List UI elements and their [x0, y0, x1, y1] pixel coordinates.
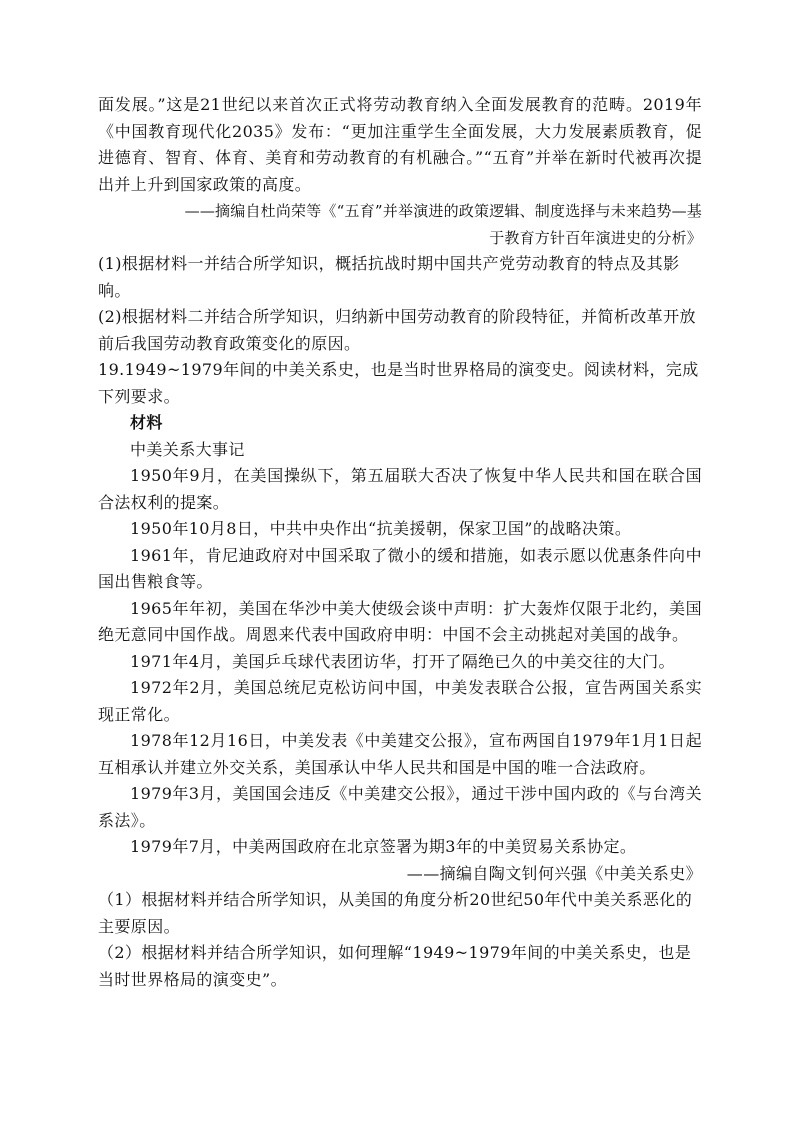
event-item: 1979年7月，中美两国政府在北京签署为期3年的中美贸易关系协定。 — [130, 837, 637, 856]
continued-paragraph: 面发展。”这是21世纪以来首次正式将劳动教育纳入全面发展教育的范畴。2019年《中国教育现代化2035》发布：“更加注重学生全面发展，大力发展素质教育，促进德育、智育、体育、美育和劳动教育的有机融合。”“五育”并举在新时代被再次提出并上升到国家政策的高度。 — [98, 95, 702, 194]
document-page — [98, 92, 702, 993]
question-18-part-1: (1)根据材料一并结合所学知识，概括抗战时期中国共产党劳动教育的特点及其影响。 — [98, 254, 680, 300]
material-source: ——摘编自陶文钊何兴强《中美关系史》 — [406, 863, 702, 883]
question-18-part-2: (2)根据材料二并结合所学知识，归纳新中国劳动教育的阶段特征，并简析改革开放前后我国劳动教育政策变化的原因。 — [98, 307, 696, 353]
event-item: 1971年4月，美国乒乓球代表团访华，打开了隔绝已久的中美交往的大门。 — [130, 651, 675, 671]
event-item: 1979年3月，美国国会违反《中美建交公报》，通过干涉中国内政的《与台湾关系法》。 — [98, 784, 702, 830]
material-title: 中美关系大事记 — [130, 439, 245, 459]
source-citation-line-1: ——摘编自杜尚荣等《“五育”并举演进的政策逻辑、制度选择与未来趋势—基 — [184, 202, 702, 220]
question-19-stem: 19.1949~1979年间的中美关系史，也是当时世界格局的演变史。阅读材料，完成下列要求。 — [98, 360, 699, 406]
question-19-part-2: （2）根据材料并结合所学知识，如何理解“1949~1979年间的中美关系史，也是当时世界格局的演变史”。 — [98, 943, 692, 989]
material-label: 材料 — [130, 413, 163, 432]
event-item: 1961年，肯尼迪政府对中国采取了微小的缓和措施，如表示愿以优惠条件向中国出售粮食等。 — [98, 545, 702, 591]
event-item: 1950年9月，在美国操纵下，第五届联大否决了恢复中华人民共和国在联合国合法权利的提案。 — [98, 466, 702, 512]
event-item: 1950年10月8日，中共中央作出“抗美援朝，保家卫国”的战略决策。 — [130, 519, 632, 538]
source-citation-line-2: 于教育方针百年演进史的分析》 — [489, 228, 702, 247]
question-19-part-1: （1）根据材料并结合所学知识，从美国的角度分析20世纪50年代中美关系恶化的主要原因。 — [98, 890, 693, 936]
event-item: 1965年年初，美国在华沙中美大使级会谈中声明：扩大轰炸仅限于北约，美国绝无意同中国作战。周恩来代表中国政府申明：中国不会主动挑起对美国的战争。 — [98, 598, 702, 644]
event-item: 1978年12月16日，中美发表《中美建交公报》，宣布两国自1979年1月1日起互相承认并建立外交关系，美国承认中华人民共和国是中国的唯一合法政府。 — [98, 731, 702, 777]
event-item: 1972年2月，美国总统尼克松访问中国，中美发表联合公报，宣告两国关系实现正常化。 — [98, 678, 702, 724]
